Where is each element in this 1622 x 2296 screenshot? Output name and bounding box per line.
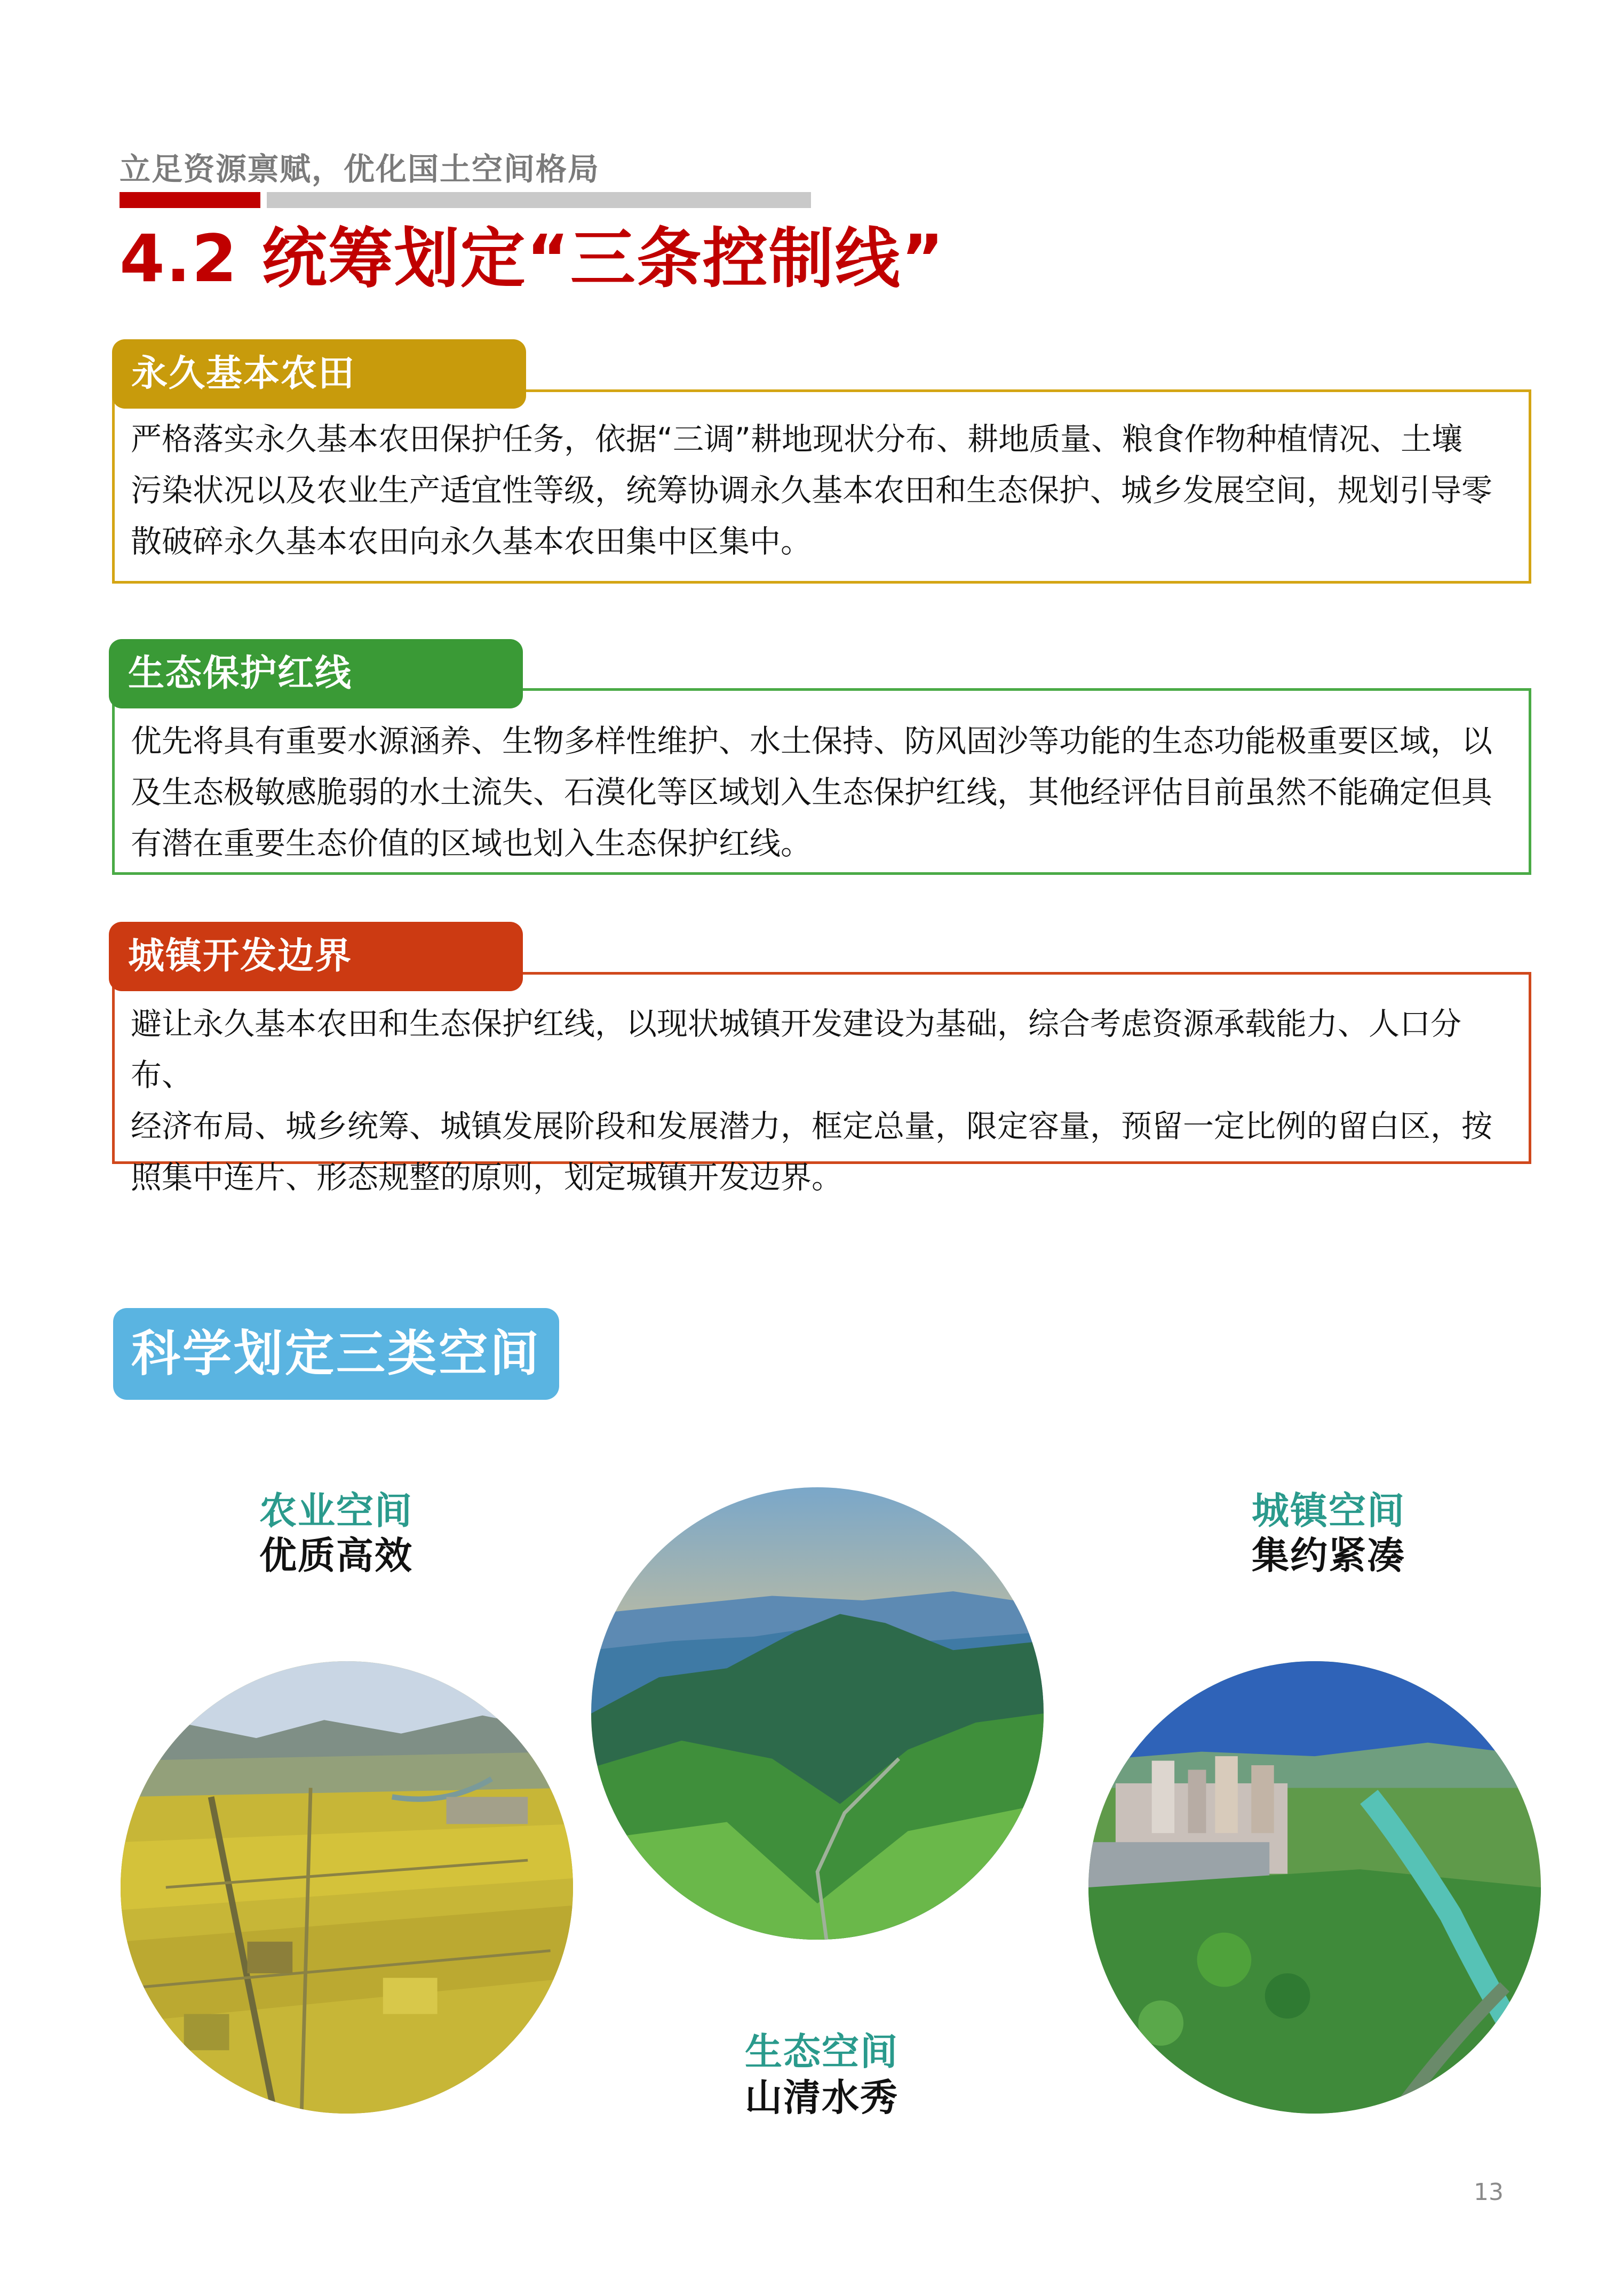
section-label: 科学划定三类空间 bbox=[113, 1308, 559, 1400]
text-line: 污染状况以及农业生产适宜性等级，统筹协调永久基本农田和生态保护、城乡发展空间，规划引导零 bbox=[131, 472, 1493, 508]
agri-space-name: 农业空间 bbox=[259, 1489, 413, 1533]
ecology-tag: 生态保护红线 bbox=[109, 639, 523, 708]
ecology-text bbox=[131, 715, 1497, 869]
urban-box bbox=[112, 972, 1531, 1195]
text-line: 避让永久基本农田和生态保护红线，以现状城镇开发建设为基础，综合考虑资源承载能力、人口分布、 bbox=[131, 1006, 1462, 1093]
text-line: 照集中连片、形态规整的原则，划定城镇开发边界。 bbox=[131, 1159, 843, 1195]
urban-tag: 城镇开发边界 bbox=[109, 922, 523, 991]
ecology-box bbox=[112, 688, 1531, 875]
farmland-photo bbox=[121, 1661, 573, 2114]
agri-space-slogan: 优质高效 bbox=[259, 1534, 413, 1577]
eco-space-slogan: 山清水秀 bbox=[745, 2076, 899, 2119]
text-line: 及生态极敏感脆弱的水土流失、石漠化等区域划入生态保护红线，其他经评估目前虽然不能确定但具 bbox=[131, 774, 1493, 810]
urban-space-name: 城镇空间 bbox=[1252, 1489, 1405, 1533]
urban-text bbox=[131, 998, 1497, 1203]
eco-space-name: 生态空间 bbox=[745, 2030, 899, 2074]
ecology-photo bbox=[591, 1487, 1044, 1940]
urban-space-slogan: 集约紧凑 bbox=[1252, 1534, 1405, 1577]
urban-photo bbox=[1088, 1661, 1541, 2114]
title-accent-bar bbox=[120, 192, 260, 208]
farmland-text bbox=[131, 413, 1497, 567]
text-line: 散破碎永久基本农田向永久基本农田集中区集中。 bbox=[131, 523, 812, 560]
text-line: 有潜在重要生态价值的区域也划入生态保护红线。 bbox=[131, 825, 812, 862]
farmland-box bbox=[112, 389, 1531, 584]
title-divider-bar bbox=[267, 192, 811, 208]
text-line: 严格落实永久基本农田保护任务，依据“三调”耕地现状分布、耕地质量、粮食作物种植情况、土壤 bbox=[131, 421, 1463, 457]
text-line: 经济布局、城乡统筹、城镇发展阶段和发展潜力，框定总量，限定容量，预留一定比例的留白区，按 bbox=[131, 1108, 1493, 1144]
text-line: 优先将具有重要水源涵养、生物多样性维护、水土保持、防风固沙等功能的生态功能极重要区域，以 bbox=[131, 723, 1493, 759]
page-title: 4.2 统筹划定“三条控制线” bbox=[120, 221, 945, 297]
page-number: 13 bbox=[1474, 2179, 1504, 2206]
farmland-tag: 永久基本农田 bbox=[112, 339, 526, 409]
page-subtitle: 立足资源禀赋，优化国土空间格局 bbox=[120, 151, 600, 187]
